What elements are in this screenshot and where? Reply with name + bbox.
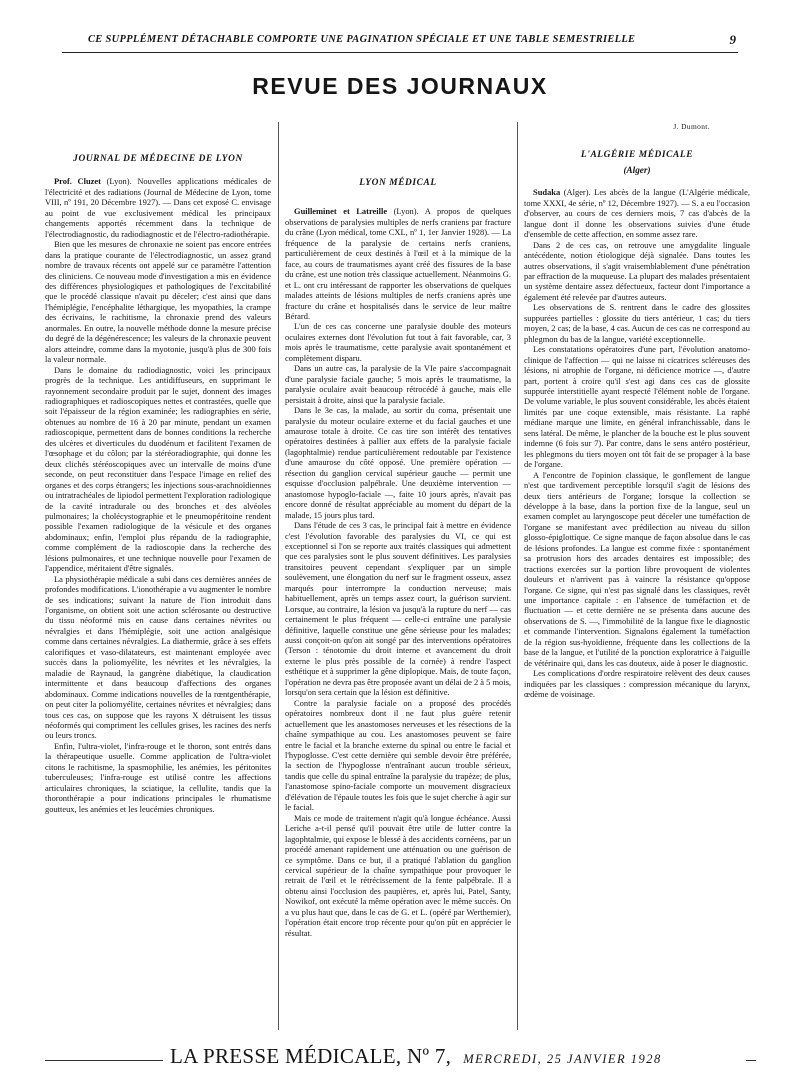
page-footer [170, 1044, 740, 1069]
footer-masthead: LA PRESSE MÉDICALE, Nº 7, [170, 1044, 452, 1068]
section-heading-algerie-medicale: L'ALGÉRIE MÉDICALE [580, 150, 694, 161]
page-number: 9 [729, 32, 736, 47]
citation-text: (Lyon). Nouvelles applications médicales de l'électricité et des radiations (Journal de Médecine de Lyon, tome VIII, nº 191, 20 Décembre 1927). — Dans cet exposé C. envisage au point de vue exclusivement médical les principaux changements apportés récemment dans la technique de l'électrodiagnostic, du radiodiagnostic et de l'électro-radiothérapie. [45, 176, 271, 239]
article-signature: J. Dumont. [673, 122, 710, 131]
article-author: Guilleminet et Latreille [294, 206, 388, 217]
article-paragraph: A l'encontre de l'opinion classique, le gonflement de langue n'est que tardivement perceptible lorsqu'il s'agit de lésions des deux tiers antérieurs de l'organe; lorsque la collection se développe à la base, dans la portion fixe de la langue, seul un examen complet au laryngoscope peut déceler une tuméfaction de l'organe se manifestant avec prédilection au niveau du sillon glosso-épiglottique. Ce signe manque de façon absolue dans le cas de lésions profondes. La langue est comme fixée : spontanément sa protrusion hors des arcades dentaires est impossible; des tractions exercées sur la portion libre provoquent de violentes douleurs et n'arrivent pas à vaincre la résistance qu'oppose l'organe. Ce signe, qui n'est pas signalé dans les classiques, revêt une importance capitale : en l'absence de tuméfaction et de fluctuation — et cette dernière ne se présenta dans aucune des observations de S. —, l'immobilité de la langue fixe le diagnostic et commande l'intervention. Signalons également la tuméfaction de la région sus-hyoïdienne, fréquente dans les collections de la base de la langue, et l'utilité de la ponction exploratrice à l'aiguille de vétérinaire qui, dans les cas douteux, aide à poser le diagnostic. [524, 469, 750, 668]
supplement-banner: CE SUPPLÉMENT DÉTACHABLE COMPORTE UNE PAGINATION SPÉCIALE ET UNE TABLE SEMESTRIELLE [88, 34, 636, 45]
article-paragraph: Dans l'étude de ces 3 cas, le principal fait à mettre en évidence c'est l'évolution favorable des paralysies du VI, ce qui est exceptionnel si l'on se reporte aux traités classiques qui admettent que ces paralysies sont le plus souvent définitives. Les paralysies transitoires peuvent cependant s'expliquer par un simple soulèvement, une élongation du nerf sur le fragment osseux, assez marqués pour interrompre la conduction nerveuse; mais habituellement, après un temps assez court, la guérison survient. Lorsque, au contraire, la lésion va jusqu'à la rupture du nerf — cas certainement le plus fréquent — celle-ci entraîne une paralysie définitive, laquelle constitue une gêne sérieuse pour les malades; aussi conçoit-on qu'on ait songé par des interventions opératoires (Terson : ténotomie du droit interne et avancement du droit externe le plus près possible de la cornée) à rendre l'aspect esthétique et à supprimer la gêne diplopique. Mais, de toute façon, l'opération ne devra pas être proposée avant un délai de 2 à 5 mois, lorsqu'on sera certain que la lésion est définitive. [285, 520, 511, 698]
article-citation [524, 187, 750, 239]
section-heading-lyon-medical: LYON MÉDICAL [359, 178, 437, 188]
column-rule [517, 122, 518, 1030]
section-heading-journal-lyon: JOURNAL DE MÉDECINE DE LYON [73, 154, 243, 164]
article-paragraph: Enfin, l'ultra-violet, l'infra-rouge et le thoron, sont entrés dans la thérapeutique usuelle. Comme application de l'ultra-violet citons le rachitisme, la spasmophilie, les anémies, les péritonites tuberculeuses; l'infra-rouge est utilisé contre les affections articulaires chroniques, la sciatique, la cellulite, tandis que la thoronthérapie a pour indications principales le rhumatisme goutteux, les anémies et les leucémies chroniques. [45, 740, 271, 814]
citation-text: (Lyon). A propos de quelques observations de paralysies multiples de nerfs craniens par fracture du crâne (Lyon médical, tome CXL, nº 1, 1er Janvier 1928). — La fréquence de la paralysie de certains nerfs craniens, particulièrement de ceux destinés à l'œil et à la mimique de la face, au cours de traumatismes ayant créé des fissures de la base du crâne, est une notion très classique actuellement. Néanmoins G. et L. ont cru intéressant de rapporter les observations de quelques malades atteints de lésions multiples de nerfs craniens après une fracture du crâne et hospitalisés dans le service de leur maître Bérard. [285, 206, 511, 321]
article-paragraph: La physiothérapie médicale a subi dans ces dernières années de profondes modifications. L'ionothérapie a vu augmenter le nombre de ses indications; suivant la nature de l'ion introduit dans l'organisme, on obtient soit une action sclérosante ou destructive du tissu néoformé mis en cause dans certaines névrites ou névralgies et dans l'hémiplégie, soit une action analgésique comme dans certaines névralgies. La diathermie, grâce à ses effets calorifiques et vaso-dilatateurs, est maintenant employée avec succès dans la poliomyélite, les névrites et les névralgies, la maladie de Raynaud, la gangrène diabétique, la claudication intermittente et dans beaucoup d'affections des organes abdominaux. Comme indications nouvelles de la rœntgenthérapie, on peut citer la poliomyélite, certaines névrites et névralgies; dans tous ces cas, on suppose que les rayons X détruisent les tissus néoformés qui compriment les cellules grises, les racines des nerfs ou leurs troncs. [45, 573, 271, 741]
citation-text: (Alger). Les abcès de la langue (L'Algérie médicale, tome XXXI, 4e série, nº 12, Décembre 1927). — S. a eu l'occasion d'observer, au cours de ces derniers mois, 7 cas d'abcès de la langue dont il donne les observations suivies d'une étude d'ensemble de cette affection, en somme assez rare. [524, 187, 750, 240]
article-paragraph: Dans le 3e cas, la malade, au sortir du coma, présentait une paralysie du moteur oculaire externe et du facial gauches et une amaurose totale à droite. Ce cas tire son intérêt des tentatives opératoires destinées à pallier aux effets de la paralysie faciale (lagophtalmie) rendue particulièrement redoutable par l'existence d'une amaurose du côté opposé. Une première opération — résection du ganglion cervical supérieur gauche — permit une esquisse d'occlusion palpébrale. Une deuxième intervention — anastomose hypoglo-faciale —, faite 10 jours après, n'avait pas encore donné de résultat appréciable au moment du départ de la malade, 15 jours plus tard. [285, 405, 511, 520]
article-citation [285, 206, 511, 321]
article-paragraph: Mais ce mode de traitement n'agit qu'à longue échéance. Aussi Leriche a-t-il pensé qu'il pouvait être utile de lutter contre la lagophtalmie, qui expose le blessé à des accidents cornéens, par un procédé amenant rapidement une atténuation ou une guérison de ce symptôme. Dans ce but, il a pratiqué l'ablation du ganglion cervical supérieur de la chaîne sympathique pour provoquer le retrait de l'œil et le rétrécissement de la fente palpébrale. Il a obtenu ainsi l'occlusion des paupières, et, après lui, Patel, Santy, Nowikof, ont exécuté la même opération avec le même succès. On a vu plus haut que, dans le cas de G. et L. (opéré par Werthemier), l'opération était encore trop récente pour qu'on pût en apprécier le résultat. [285, 812, 511, 938]
column-3 [524, 122, 750, 1030]
article-paragraph: Contre la paralysie faciale on a proposé des procédés opératoires nombreux dont il ne faut plus guère retenir actuellement que les anastomoses nerveuses et les résections de la chaîne sympathique au cou. Les anastomoses peuvent se faire entre le facial et la branche externe du spinal ou entre le facial et l'hypoglosse. C'est cette dernière qui semble devoir être préférée, la section de l'hypoglosse n'entraînant aucun trouble sérieux, tandis que celle du spinal entraîne la paralysie du trapèze; de plus, l'anastomose spino-faciale comporte un mouvement disgracieux d'élévation de l'épaule toutes les fois que le sujet cherche à agir sur le facial. [285, 697, 511, 813]
section-subheading: (Alger) [623, 164, 651, 175]
article-paragraph: Les complications d'ordre respiratoire relèvent des deux causes indiquées par les classiques : compression mécanique du larynx, œdème de voisinage. [524, 668, 750, 700]
article-paragraph: Dans le domaine du radiodiagnostic, voici les principaux progrès de la technique. Les antidiffuseurs, en supprimant le rayonnement secondaire produit par le sujet, donnent des images radiographiques et radioscopiques nettes et contrastées, quelle que soit l'épaisseur de la région examinée; les radiographies en série, obtenues au nombre de 16 à 20 par minute, pendant un examen radioscopique, permettent dans de bonnes conditions la recherche des ulcères et diverticules du duodénum et facilitent l'examen de l'œsophage et du côlon; par la stéréoradiographie, qui donne les deux clichés stéréoscopiques avec un intervalle de moins d'une seconde, on peut reconstituer dans l'espace l'image en relief des organes et des corps étrangers; les injections sous-arachnoïdiennes ou intratrachéales de lipiodol permettent l'exploration radiologique de la cavité intradurale ou des bronches et des alvéoles pulmonaires; la cholécystographie et le pneumopéritoine rendent possible l'examen radiologique de la vésicule et des organes abdominaux; enfin, l'emploi plus répandu de la radiographie, comme complément de la radioscopie dans la recherche des lésions pulmonaires, et une technique nouvelle pour l'examen de l'appendice, méritaient d'être signalés. [45, 364, 271, 574]
footer-rule [45, 1060, 163, 1061]
article-author: Prof. Cluzet [54, 176, 101, 187]
page-title: REVUE DES JOURNAUX [252, 73, 548, 99]
footer-rule [746, 1060, 756, 1061]
column-2 [285, 122, 511, 1030]
article-paragraph: Bien que les mesures de chronaxie ne soient pas encore entrées dans la pratique courante de l'électrodiagnostic, un assez grand nombre de travaux récents ont appelé sur ce paramètre l'attention des cliniciens. Ce nouveau mode d'investigation a mis en évidence des différences physiologiques et pathologiques de l'excitabilité que le procédé classique n'avait pu déceler; c'est ainsi que dans l'hémiplégie, l'encéphalite léthargique, les myopathies, la crampe des écrivains, le rachitisme, la chronaxie prend des valeurs anormales. En outre, la nouvelle méthode donne la mesure précise du degré de la dégénérescence; les valeurs de la chronaxie peuvent alors atteindre, comme dans la myotonie, jusqu'à plus de 300 fois la valeur normale. [45, 239, 271, 365]
article-paragraph: Dans 2 de ces cas, on retrouve une amygdalite linguale antécédente, notion étiologique déjà signalée. Dans toutes les autres observations, il s'agit vraisemblablement d'une pénétration par effraction de la muqueuse. La plupart des malades présentaient un système dentaire assez défectueux, facteur dont l'importance a également été relevée par d'autres auteurs. [524, 239, 750, 302]
article-paragraph: Les constatations opératoires d'une part, l'évolution anatomo-clinique de l'affection — qui ne laisse ni cicatrices scléreuses des lésions, ni atrophie de l'organe, ni déficience motrice —, d'autre part, portent à croire qu'il s'est agi dans ces cas de glossite suppurée interstitielle ayant respecté l'élément noble de l'organe. De volume variable, le plus souvent considérable, les abcès étaient limités par une coque extensible, mais résistante. La raphé médiane marque une limite, en général infranchissable, dans le sens latéral. De même, le plancher de la bouche est le plus souvent indemne (6 fois sur 7). Par contre, dans le sens antéro postérieur, les phlegmons du tiers moyen ont tôt fait de se propager à la base de l'organe. [524, 344, 750, 470]
page-header [62, 30, 738, 53]
column-1 [45, 122, 271, 1030]
article-paragraph: Les observations de S. rentrent dans le cadre des glossites suppurées partielles : glossite du tiers antérieur, 1 cas; du tiers moyen, 2 cas; de la base, 4 cas. Aucun de ces cas ne correspond au phlegmon du bas de la langue, variété exceptionnelle. [524, 302, 750, 344]
column-rule [278, 122, 279, 1030]
article-paragraph: L'un de ces cas concerne une paralysie double des moteurs oculaires externes dont l'évolution fut tout à fait favorable, car, 3 mois après le traumatisme, cette paralysie avait spontanément et complètement disparu. [285, 321, 511, 363]
article-citation [45, 176, 271, 239]
article-paragraph: Dans un autre cas, la paralysie de la VIe paire s'accompagnait d'une paralysie faciale gauche; 5 mois après le traumatisme, la paralysie oculaire avait beaucoup rétrocédé à gauche, mais elle persistait à droite, ainsi que la paralysie faciale. [285, 363, 511, 405]
article-author: Sudaka [533, 187, 561, 198]
footer-date: MERCREDI, 25 JANVIER 1928 [463, 1052, 662, 1066]
